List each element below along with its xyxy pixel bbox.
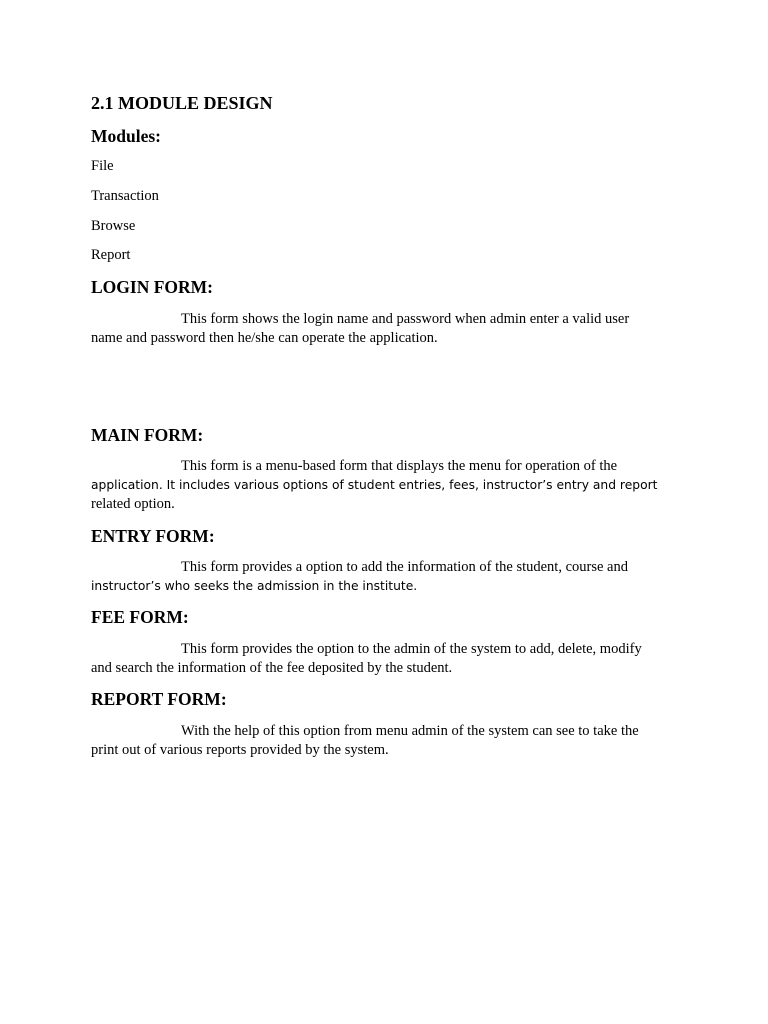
paragraph-line: This form provides the option to the admin of the system to add, delete, modify (181, 641, 642, 657)
section-heading-report-form: REPORT FORM: (91, 689, 227, 709)
section-paragraph-login-form (91, 310, 671, 348)
paragraph-line: This form is a menu-based form that displays the menu for operation of the (181, 458, 618, 474)
paragraph-line: related option. (91, 496, 175, 512)
paragraph-line: name and password then he/she can operate the application. (91, 330, 438, 346)
section-paragraph-report-form (91, 722, 671, 760)
paragraph-line: This form shows the login name and password when admin enter a valid user (181, 311, 630, 327)
module-item-browse: Browse (91, 218, 136, 234)
section-heading-entry-form: ENTRY FORM: (91, 526, 215, 546)
section-heading-login-form: LOGIN FORM: (91, 277, 214, 297)
paragraph-line: and search the information of the fee deposited by the student. (91, 660, 453, 676)
modules-heading: Modules: (91, 126, 161, 146)
paragraph-line: This form provides a option to add the information of the student, course and (181, 559, 628, 575)
section-paragraph-main-form (91, 457, 671, 514)
section-heading-fee-form: FEE FORM: (91, 607, 189, 627)
module-item-file: File (91, 158, 114, 174)
section-paragraph-fee-form (91, 640, 671, 678)
document-title: 2.1 MODULE DESIGN (91, 93, 273, 113)
module-item-transaction: Transaction (91, 188, 159, 204)
paragraph-line: application. It includes various options of student entries, fees, instructor’s entry and report (91, 478, 658, 492)
paragraph-line: With the help of this option from menu admin of the system can see to take the (181, 723, 639, 739)
paragraph-line: print out of various reports provided by the system. (91, 742, 389, 758)
paragraph-line: instructor’s who seeks the admission in the institute. (91, 579, 418, 593)
section-paragraph-entry-form (91, 558, 671, 596)
module-item-report: Report (91, 247, 131, 263)
section-heading-main-form: MAIN FORM: (91, 425, 204, 445)
